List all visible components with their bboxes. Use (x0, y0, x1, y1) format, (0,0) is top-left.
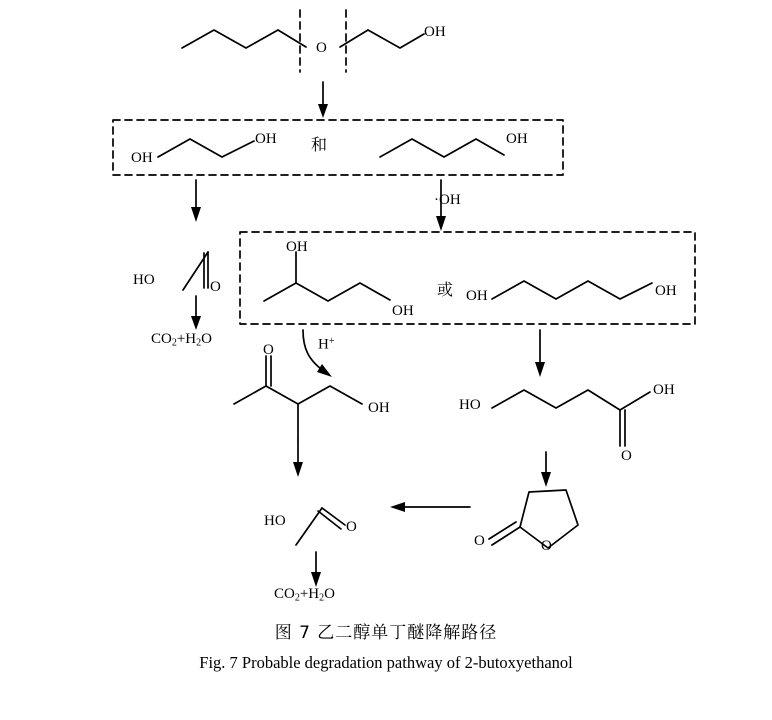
butanol-skeleton (380, 139, 504, 157)
label-conjunction-or: 或 (437, 280, 454, 299)
label-hydroxyacid-o: O (621, 448, 632, 464)
carboxylic-acid-2-skeleton (296, 508, 345, 545)
label-pentanediol-oh-left: OH (466, 288, 488, 304)
box-primary-products (113, 120, 563, 175)
label-ketone-oh: OH (368, 400, 390, 416)
figure-caption-english: Fig. 7 Probable degradation pathway of 2-butoxyethanol (199, 653, 573, 672)
label-hydroxyacid-ho: HO (459, 397, 481, 413)
hydroxybutanol-skeleton (264, 252, 390, 301)
arrow-acid-to-mineralization-1 (191, 296, 201, 330)
label-acid2-o: O (346, 519, 357, 535)
label-conjunction-and: 和 (311, 135, 328, 154)
figure-caption-chinese: 图 7 乙二醇单丁醚降解路径 (274, 623, 498, 643)
label-glycol-oh-left: OH (131, 150, 153, 166)
gamma-butyrolactone-skeleton (489, 490, 578, 548)
label-mineralization-1: $CO_2+H_2O$ (151, 331, 212, 349)
arrow-acid2-to-mineralization-2 (311, 552, 321, 587)
label-hydroxyl-radical: ·OH (434, 192, 461, 208)
box-secondary-products (240, 232, 695, 324)
label-ketone-o: O (263, 342, 274, 358)
label-box2-oh-right: OH (392, 303, 414, 319)
label-pentanediol-oh-right: OH (655, 283, 677, 299)
label-acid1-ho: HO (133, 272, 155, 288)
parent-molecule-skeleton (182, 30, 424, 48)
arrow-box1-to-acid (191, 180, 201, 222)
arrow-lactone-to-acid2 (390, 502, 470, 512)
label-acid2-ho: HO (264, 513, 286, 529)
label-glycol-oh-right: OH (255, 131, 277, 147)
label-parent-ether-o: O (316, 40, 327, 56)
label-proton: H+ (318, 336, 335, 353)
arrow-parent-to-box1 (318, 82, 328, 118)
arrow-ketone-to-acid2 (293, 440, 303, 477)
label-box2-oh-top: OH (286, 239, 308, 255)
label-mineralization-2: $CO_2+H_2O$ (274, 586, 335, 604)
label-lactone-ring-o: O (541, 538, 552, 554)
hydroxy-ketone-skeleton (234, 356, 362, 440)
pentanediol-skeleton (492, 281, 652, 299)
ethylene-glycol-skeleton (158, 139, 254, 157)
label-parent-oh: OH (424, 24, 446, 40)
label-hydroxyacid-oh: OH (653, 382, 675, 398)
arrow-hydroxyacid-to-lactone (541, 452, 551, 487)
carboxylic-acid-1-skeleton (183, 252, 208, 290)
label-butanol-oh: OH (506, 131, 528, 147)
label-acid1-o: O (210, 279, 221, 295)
arrow-box2-to-hydroxyacid (535, 330, 545, 377)
label-lactone-carbonyl-o: O (474, 533, 485, 549)
hydroxy-carboxylic-acid-skeleton (492, 390, 650, 446)
